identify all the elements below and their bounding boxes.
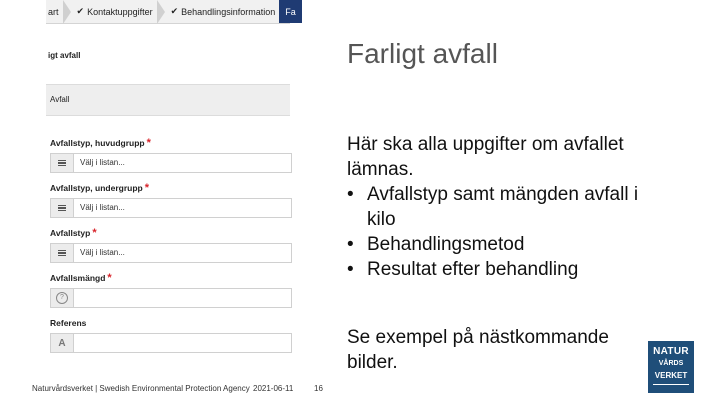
avfallsmangd-input[interactable] [50, 288, 292, 308]
checkmark-icon: ✔ [170, 6, 179, 16]
input-value [74, 334, 80, 352]
bullet-item: • Avfallstyp samt mängden avfall i kilo [347, 182, 647, 232]
slide-title: Farligt avfall [347, 38, 498, 69]
text-icon [51, 334, 74, 352]
breadcrumb-separator [157, 0, 165, 24]
page-number: 16 [314, 384, 323, 393]
closing-text: Se exempel på nästkommande bilder. [347, 327, 609, 373]
label-text: Avfallstyp, huvudgrupp [50, 138, 145, 148]
required-marker: * [107, 272, 112, 284]
breadcrumb-label: Behandlingsinformation [181, 6, 276, 17]
list-icon[interactable] [51, 199, 74, 217]
logo-line: VERKET [654, 371, 688, 380]
breadcrumb-item-behandlingsinformation[interactable] [169, 6, 280, 17]
huvudgrupp-select[interactable] [50, 153, 292, 173]
select-placeholder: Välj i listan... [80, 203, 125, 212]
bullet-item: • Resultat efter behandling [347, 257, 647, 282]
bullet-item: • Behandlingsmetod [347, 232, 647, 257]
checkmark-icon: ✔ [76, 6, 85, 16]
slide-body [347, 132, 647, 282]
select-placeholder: Välj i listan... [80, 248, 125, 257]
field-label-avfallsmangd [50, 272, 112, 284]
breadcrumb-item-farligt-avfall[interactable] [279, 0, 302, 23]
avfallstyp-select[interactable] [50, 243, 292, 263]
field-label-undergrupp [50, 182, 149, 194]
breadcrumb-item-start[interactable] [46, 0, 75, 24]
breadcrumb-separator [63, 0, 71, 24]
form-title: igt avfall [48, 51, 81, 60]
section-header[interactable] [46, 84, 290, 116]
bullet-list [347, 182, 647, 282]
field-label-avfallstyp [50, 227, 97, 239]
text-glyph: A [58, 337, 66, 349]
input-value [74, 289, 80, 307]
referens-input[interactable] [50, 333, 292, 353]
label-text: Avfallstyp, undergrupp [50, 183, 143, 193]
breadcrumb-item-kontaktuppgifter[interactable] [75, 0, 169, 24]
select-placeholder: Välj i listan... [80, 158, 125, 167]
list-icon[interactable] [51, 244, 74, 262]
question-icon[interactable] [51, 289, 74, 307]
logo-line: NATUR [653, 346, 689, 357]
label-text: Avfallsmängd [50, 273, 106, 283]
required-marker: * [144, 182, 150, 194]
logo-wave [653, 384, 689, 387]
required-marker: * [92, 227, 97, 239]
field-label-huvudgrupp [50, 137, 151, 149]
field-label-referens [50, 318, 86, 328]
section-title: Avfall [50, 95, 70, 104]
breadcrumb-label: Fa [285, 6, 296, 17]
label-text: Avfallstyp [50, 228, 91, 238]
breadcrumb-label: Kontaktuppgifter [87, 6, 153, 17]
waste-form [46, 40, 290, 357]
undergrupp-select[interactable] [50, 198, 292, 218]
list-icon[interactable] [51, 154, 74, 172]
naturvardsverket-logo [648, 341, 694, 393]
footer-organization: Naturvårdsverket | Swedish Environmental Protection Agency [32, 384, 250, 393]
label-text: Referens [50, 318, 87, 328]
required-marker: * [146, 137, 151, 149]
breadcrumb-label: art [48, 6, 59, 17]
intro-text: Här ska alla uppgifter om avfallet lämnas. [347, 134, 624, 180]
question-glyph: ? [56, 292, 68, 304]
breadcrumb [46, 0, 296, 24]
footer-date: 2021-06-11 [253, 384, 294, 393]
logo-line: VÅRDS [658, 360, 684, 367]
